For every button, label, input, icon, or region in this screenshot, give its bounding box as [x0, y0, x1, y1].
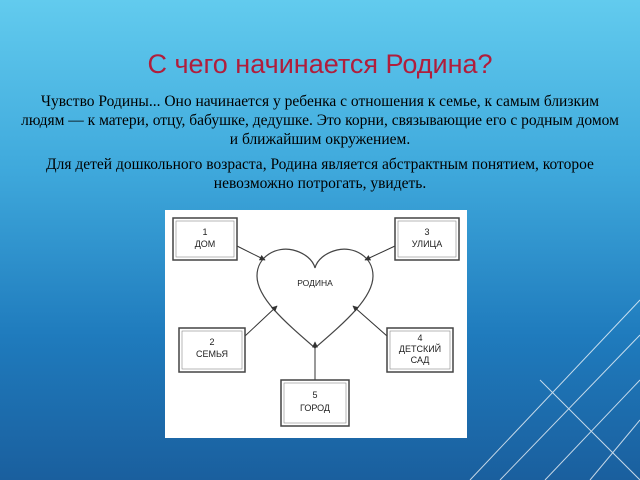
- node-gorod: [281, 380, 349, 426]
- svg-text:УЛИЦА: УЛИЦА: [411, 239, 443, 249]
- svg-text:САД: САД: [410, 355, 430, 365]
- node-dom: [173, 218, 237, 260]
- svg-text:5: 5: [312, 390, 318, 400]
- paragraph-preschool: Для детей дошкольного возраста, Родина является абстрактным понятием, которое невозможно потрогать, увидеть.: [46, 156, 594, 192]
- svg-text:ГОРОД: ГОРОД: [299, 403, 331, 413]
- slide-title: С чего начинается Родина?: [147, 49, 493, 79]
- svg-text:ДЕТСКИЙ: ДЕТСКИЙ: [398, 344, 442, 354]
- heart-label: РОДИНА: [297, 278, 333, 288]
- heart-shape: [257, 249, 373, 348]
- arrow-dom: [237, 246, 265, 260]
- node-ulitsa: [395, 218, 459, 260]
- svg-text:1: 1: [202, 227, 208, 237]
- arrow-ulitsa: [365, 246, 395, 260]
- paragraph-family-roots: Чувство Родины... Оно начинается у ребенка с отношения к семье, к самым близким людям — к матери, отцу, бабушке, дедушке. Это корни, связывающие его с родным домом и ближайшим окружением.: [21, 93, 619, 148]
- svg-text:3: 3: [424, 227, 430, 237]
- node-semya: [179, 328, 245, 372]
- arrow-semya: [245, 306, 277, 336]
- svg-text:ДОМ: ДОМ: [194, 239, 216, 249]
- svg-text:2: 2: [209, 337, 215, 347]
- svg-text:4: 4: [417, 333, 423, 343]
- svg-text:СЕМЬЯ: СЕМЬЯ: [195, 349, 229, 359]
- homeland-diagram: [165, 210, 467, 438]
- node-detsad: [387, 328, 453, 372]
- arrow-detsad: [353, 306, 387, 336]
